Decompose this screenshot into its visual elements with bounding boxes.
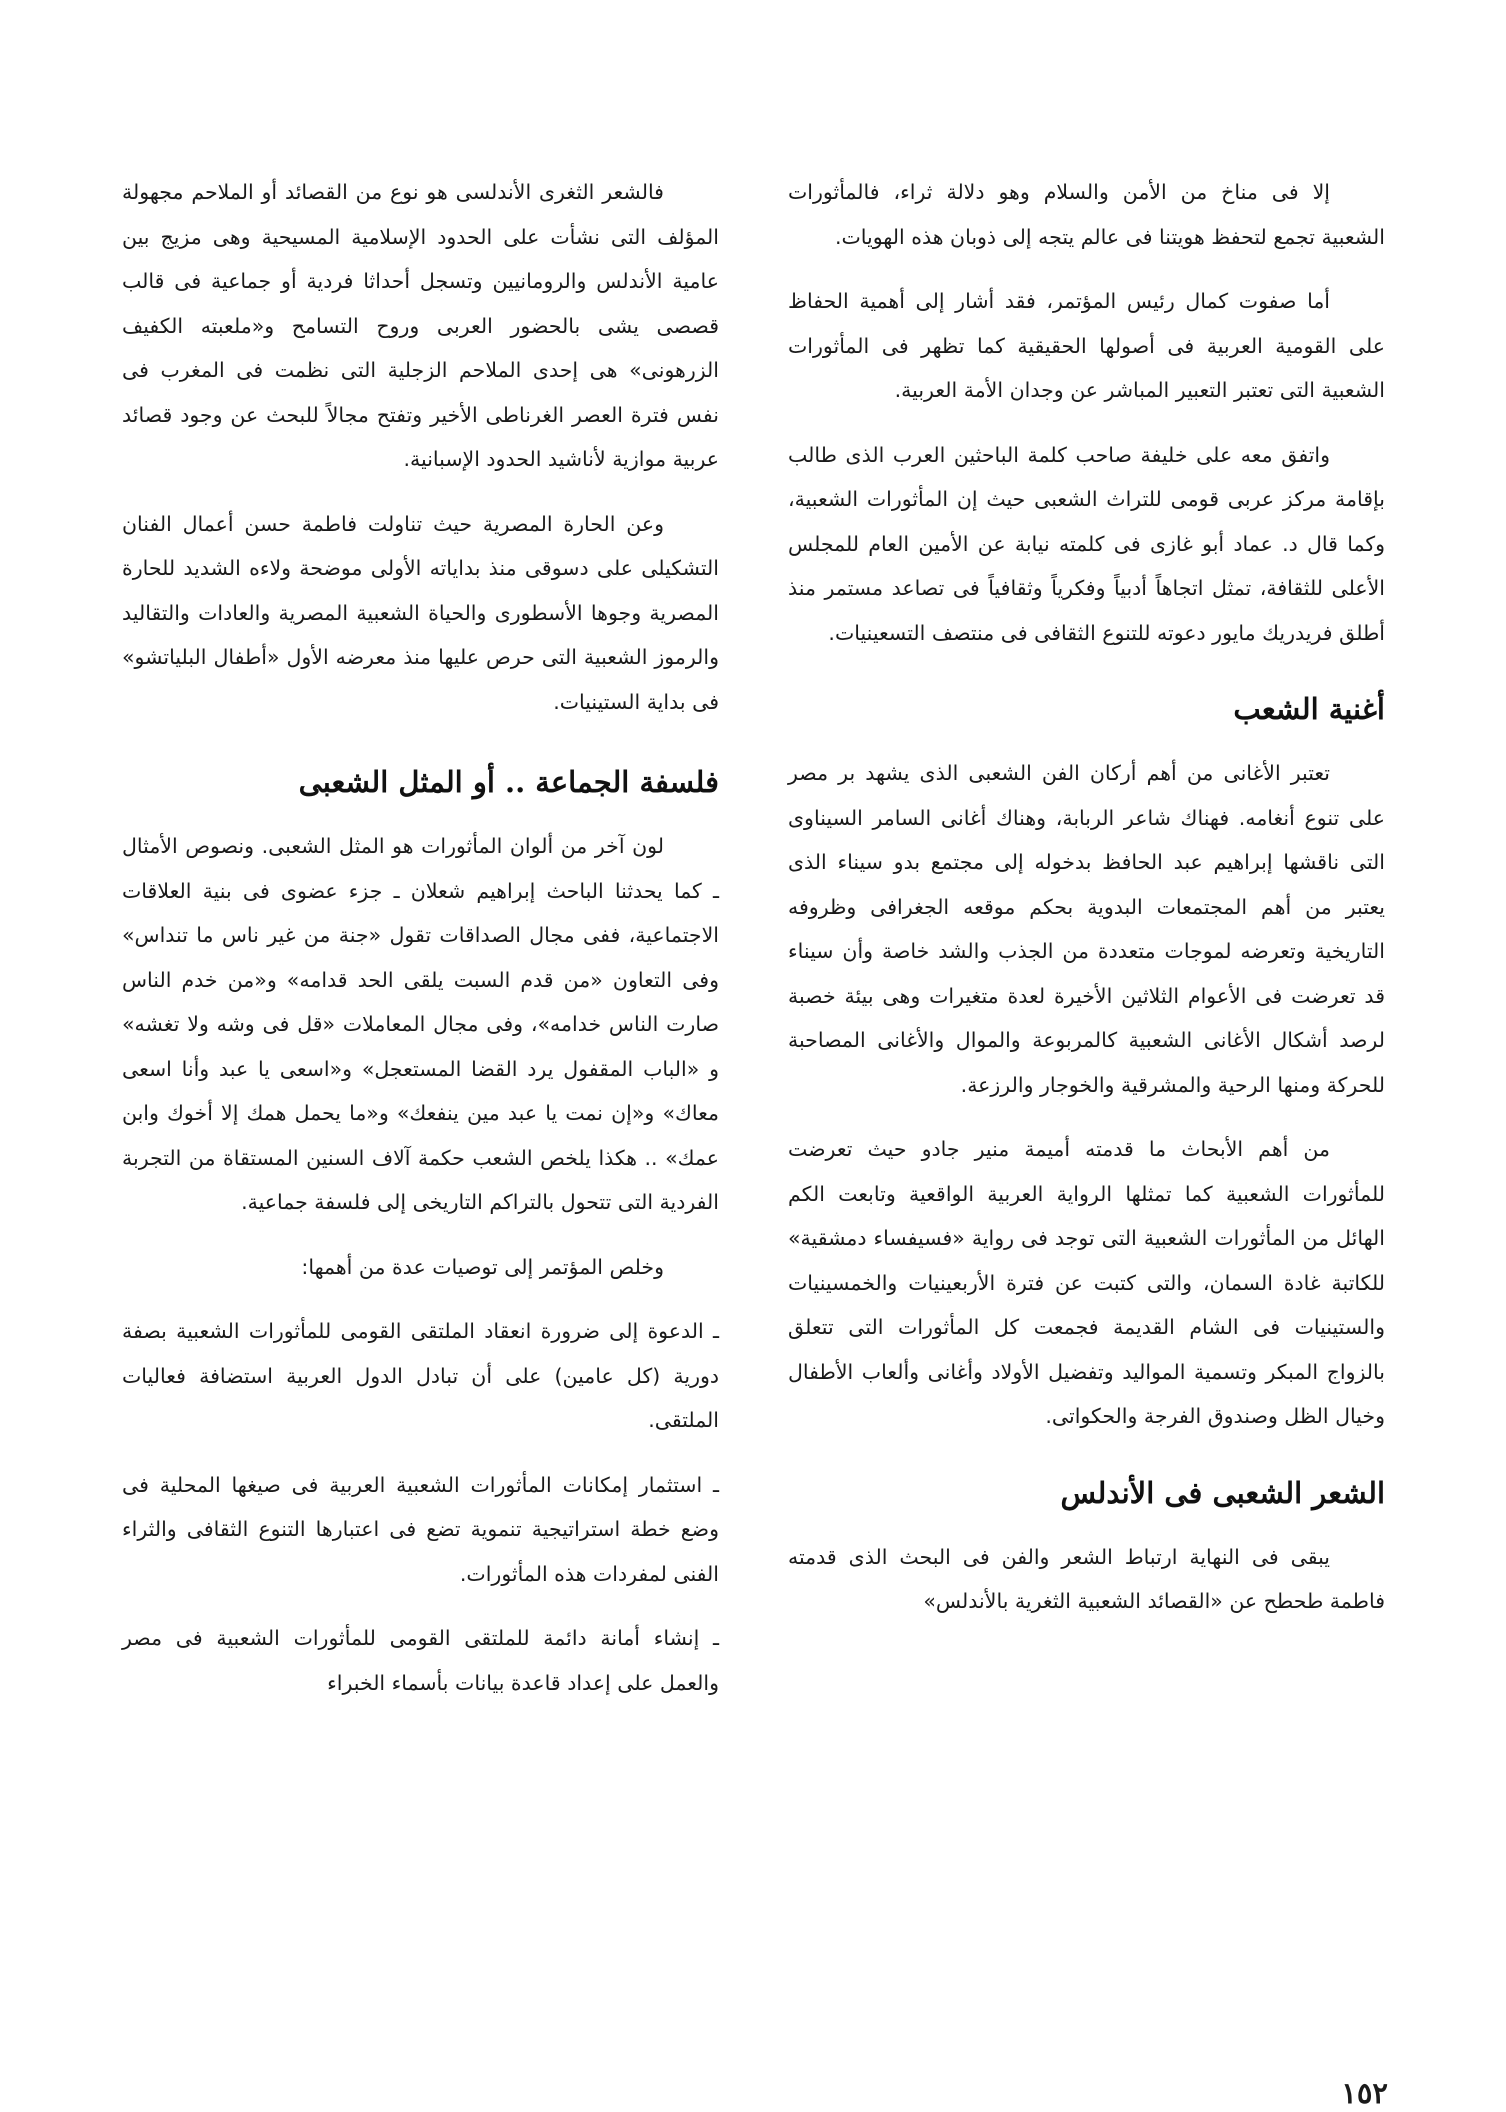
right-column [788, 170, 1385, 1644]
paragraph: تعتبر الأغانى من أهم أركان الفن الشعبى الذى يشهد بر مصر على تنوع أنغامه. فهناك شاعر الربابة، وهناك أغانى السامر السيناوى التى ناقشها إبراهيم عبد الحافظ بدخوله إلى مجتمع بدو سيناء الذى يعتبر من أهم المجتمعات البدوية بحكم موقعه الجغرافى وظروفه التاريخية وتعرضه لموجات متعددة من الجذب والشد خاصة وأن سيناء قد تعرضت فى الأعوام الثلاثين الأخيرة لعدة متغيرات وهى بيئة خصبة لرصد أشكال الأغانى الشعبية كالمربوعة والموال والأغانى المصاحبة للحركة ومنها الرحية والمشرقية والخوجار والرزعة. [788, 761, 1385, 1097]
paragraph: وخلص المؤتمر إلى توصيات عدة من أهمها: [301, 1254, 664, 1279]
paragraph: واتفق معه على خليفة صاحب كلمة الباحثين العرب الذى طالب بإقامة مركز عربى قومى للتراث الشعبى حيث إن المأثورات الشعبية، وكما قال د. عماد أبو غازى فى كلمته نيابة عن الأمين العام للمجلس الأعلى للثقافة، تمثل اتجاهاً أدبياً وفكرياً وثقافياً فى تصاعد مستمر منذ أطلق فريدريك مايور دعوته للتنوع الثقافى فى منتصف التسعينيات. [788, 442, 1385, 645]
section-heading-proverb: فلسفة الجماعة .. أو المثل الشعبى [298, 765, 719, 799]
section-heading-andalus: الشعر الشعبى فى الأندلس [1060, 1475, 1385, 1510]
page-number: ١٥٢ [1341, 2076, 1388, 2110]
paragraph: من أهم الأبحاث ما قدمته أميمة منير جادو حيث تعرضت للمأثورات الشعبية كما تمثلها الرواية العربية الواقعية وتابعت الكم الهائل من المأثورات الشعبية التى توجد فى رواية «فسيفساء دمشقية» للكاتبة غادة السمان، والتى كتبت عن فترة الأربعينيات والخمسينيات والستينيات فى الشام القديمة فجمعت كل المأثورات التى تتعلق بالزواج المبكر وتسمية المواليد وتفضيل الأولاد وأغانى وألعاب الأطفال وخيال الظل وصندوق الفرجة والحكواتى. [788, 1137, 1385, 1428]
recommendation-item: ـ الدعوة إلى ضرورة انعقاد الملتقى القومى للمأثورات الشعبية بصفة دورية (كل عامين) على أن تبادل الدول العربية استضافة فعاليات الملتقى. [122, 1319, 719, 1432]
recommendation-item: ـ إنشاء أمانة دائمة للملتقى القومى للمأثورات الشعبية فى مصر والعمل على إعداد قاعدة بيانات بأسماء الخبراء [122, 1626, 719, 1695]
paragraph: وعن الحارة المصرية حيث تناولت فاطمة حسن أعمال الفنان التشكيلى على دسوقى منذ بداياته الأولى موضحة ولاءه الشديد للحارة المصرية وجوها الأسطورى والحياة الشعبية المصرية والعادات والتقاليد والرموز الشعبية التى حرص عليها منذ معرضه الأول «أطفال البلياتشو» فى بداية الستينيات. [122, 511, 719, 714]
left-column [122, 170, 719, 1725]
paragraph: لون آخر من ألوان المأثورات هو المثل الشعبى. ونصوص الأمثال ـ كما يحدثنا الباحث إبراهيم شعلان ـ جزء عضوى فى بنية العلاقات الاجتماعية، ففى مجال الصداقات تقول «جنة من غير ناس ما تنداس» وفى التعاون «من قدم السبت يلقى الحد قدامه» و«من خدم الناس صارت الناس خدامه»، وفى مجال المعاملات «قل فى وشه ولا تغشه» و «الباب المقفول يرد القضا المستعجل» و«اسعى يا عبد وأنا اسعى معاك» و«إن نمت يا عبد مين ينفعك» و«ما يحمل همك إلا أخوك وابن عمك» .. هكذا يلخص الشعب حكمة آلاف السنين المستقاة من التجربة الفردية التى تتحول بالتراكم التاريخى إلى فلسفة جماعية. [122, 834, 719, 1214]
section-heading-song: أغنية الشعب [1233, 692, 1385, 726]
paragraph: أما صفوت كمال رئيس المؤتمر، فقد أشار إلى أهمية الحفاظ على القومية العربية فى أصولها الحقيقية كما تظهر فى المأثورات الشعبية التى تعتبر التعبير المباشر عن وجدان الأمة العربية. [788, 289, 1385, 402]
recommendation-item: ـ استثمار إمكانات المأثورات الشعبية العربية فى صيغها المحلية فى وضع خطة استراتيجية تنموية تضع فى اعتبارها التنوع الثقافى والثراء الفنى لمفردات هذه المأثورات. [122, 1472, 719, 1586]
paragraph: يبقى فى النهاية ارتباط الشعر والفن فى البحث الذى قدمته فاطمة طحطح عن «القصائد الشعبية الثغرية بالأندلس» [788, 1544, 1385, 1613]
paragraph: إلا فى مناخ من الأمن والسلام وهو دلالة ثراء، فالمأثورات الشعبية تجمع لتحفظ هويتنا فى عالم يتجه إلى ذوبان هذه الهويات. [788, 180, 1385, 249]
paragraph: فالشعر الثغرى الأندلسى هو نوع من القصائد أو الملاحم مجهولة المؤلف التى نشأت على الحدود الإسلامية المسيحية وهى مزيج بين عامية الأندلس والرومانيين وتسجل أحداثا فردية أو جماعية فى قالب قصصى يشى بالحضور العربى وروح التسامح و«ملعبته الكفيف الزرهونى» هى إحدى الملاحم الزجلية التى نظمت فى المغرب فى نفس فترة العصر الغرناطى الأخير وتفتح مجالاً للبحث عن وجود قصائد عربية موازية لأناشيد الحدود الإسبانية. [122, 180, 719, 471]
